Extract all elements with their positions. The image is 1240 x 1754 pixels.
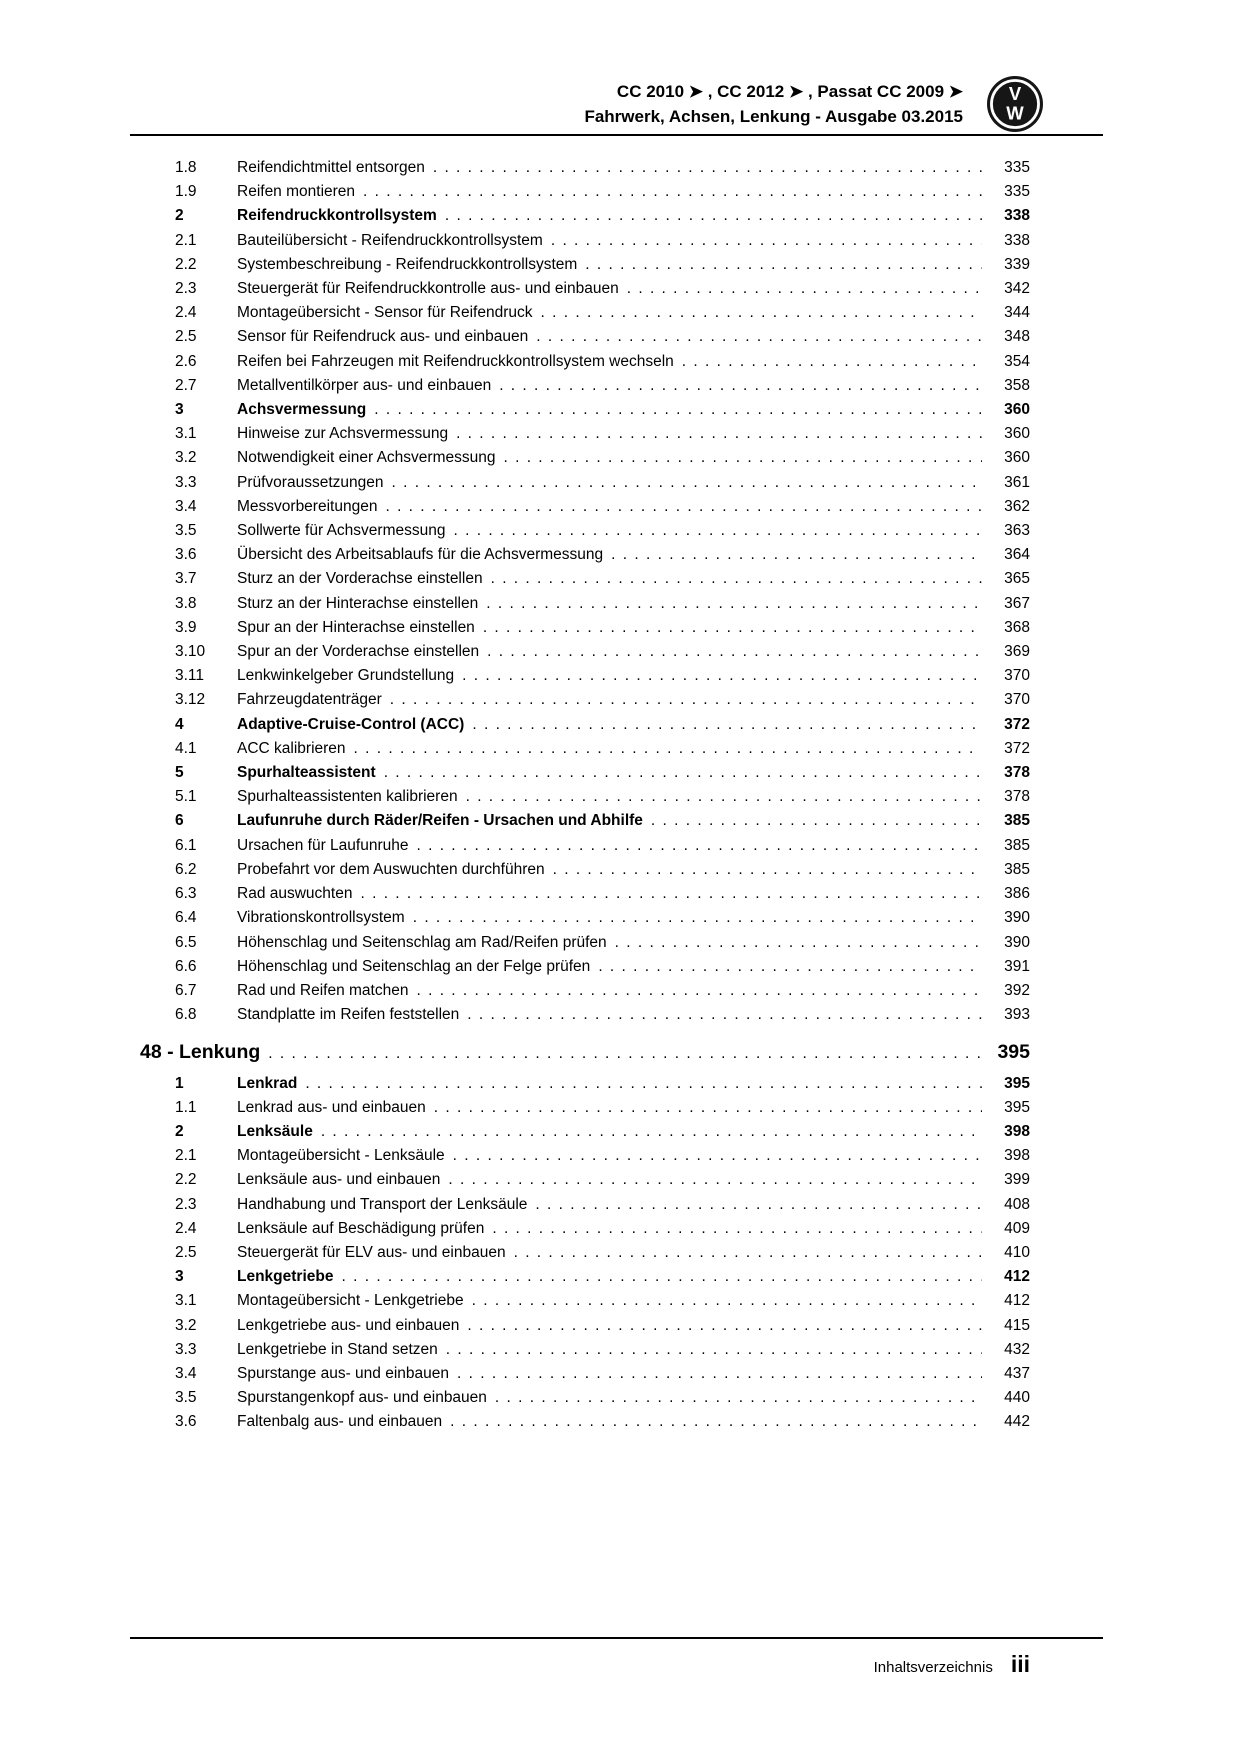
toc-entry-title: Sturz an der Vorderachse einstellen <box>237 570 483 588</box>
toc-entry-title: Steuergerät für Reifendruckkontrolle aus- und einbauen <box>237 280 619 298</box>
toc-leader-dots <box>535 1193 982 1217</box>
toc-leader-dots <box>503 446 982 470</box>
toc-entry-page: 393 <box>1004 1006 1030 1024</box>
toc-entry-number: 2.1 <box>175 1147 197 1165</box>
toc-entry-page: 385 <box>1004 860 1030 878</box>
toc-leader-dots <box>416 834 982 858</box>
toc-entry-page: 390 <box>1004 909 1030 927</box>
toc-leader-dots <box>374 398 982 422</box>
header-model-line: CC 2010 ➤ , CC 2012 ➤ , Passat CC 2009 ➤ <box>616 82 963 101</box>
toc-entry-page: 399 <box>1004 1171 1030 1189</box>
toc-entry-number: 3.4 <box>175 497 197 515</box>
toc-entry-title: Reifen montieren <box>237 183 356 201</box>
toc-entry-title: 48 - Lenkung <box>140 1041 261 1064</box>
toc-entry-title: Achsvermessung <box>237 401 367 419</box>
vw-logo-icon <box>987 76 1043 132</box>
svg-text:W: W <box>1006 102 1024 124</box>
toc-entry-page: 369 <box>1004 643 1030 661</box>
toc-entry-number: 3.3 <box>175 1340 197 1358</box>
toc-entry-number: 3 <box>175 401 184 419</box>
toc-entry-number: 1 <box>175 1074 184 1092</box>
toc-leader-dots <box>611 543 982 567</box>
toc-entry-title: Sturz an der Hinterachse einstellen <box>237 594 479 612</box>
toc-entry-title: Höhenschlag und Seitenschlag am Rad/Reifen prüfen <box>237 933 607 951</box>
toc-entry-title: Lenksäule <box>237 1122 313 1140</box>
toc-entry-number: 2.5 <box>175 1243 197 1261</box>
toc-entry <box>175 664 1030 688</box>
toc-leader-dots <box>450 1410 982 1434</box>
toc-entry-page: 338 <box>1004 207 1030 225</box>
toc-entry-number: 2.7 <box>175 376 197 394</box>
toc-leader-dots <box>486 592 982 616</box>
toc-entry-page: 398 <box>1004 1122 1030 1140</box>
toc-entry-page: 391 <box>1004 957 1030 975</box>
toc-leader-dots <box>483 616 982 640</box>
toc-entry-page: 385 <box>1004 836 1030 854</box>
toc-entry <box>175 713 1030 737</box>
toc-leader-dots <box>467 1003 982 1027</box>
toc-entry-number: 1.9 <box>175 183 197 201</box>
toc-leader-dots <box>541 301 982 325</box>
header-text-block <box>584 79 963 132</box>
toc-entry <box>175 592 1030 616</box>
toc-entry-title: Rad und Reifen matchen <box>237 981 409 999</box>
toc-entry-page: 335 <box>1004 159 1030 176</box>
toc-entry-number: 6.7 <box>175 981 197 999</box>
toc-entry-page: 361 <box>1004 473 1030 491</box>
toc-leader-dots <box>553 858 982 882</box>
toc-leader-dots <box>585 253 982 277</box>
toc-leader-dots <box>472 1289 982 1313</box>
toc-entry-page: 385 <box>1004 812 1030 830</box>
toc-entry <box>175 1338 1030 1362</box>
toc-entry-number: 6.4 <box>175 909 197 927</box>
toc-entry-number: 1.8 <box>175 159 197 176</box>
toc-entry-title: Lenkgetriebe in Stand setzen <box>237 1340 438 1358</box>
page-header <box>130 0 1103 136</box>
page-footer <box>130 1637 1103 1678</box>
toc-entry-title: Montageübersicht - Lenksäule <box>237 1147 445 1165</box>
toc-entry <box>175 616 1030 640</box>
toc-leader-dots <box>651 809 982 833</box>
toc-entry-page: 364 <box>1004 546 1030 564</box>
toc-entry <box>175 446 1030 470</box>
toc-leader-dots <box>627 277 982 301</box>
toc-leader-dots <box>305 1072 982 1096</box>
toc-entry <box>175 519 1030 543</box>
toc-entry-number: 5.1 <box>175 788 197 806</box>
toc-entry-title: Spurstange aus- und einbauen <box>237 1364 449 1382</box>
toc-entry-page: 378 <box>1004 764 1030 782</box>
toc-entry <box>175 495 1030 519</box>
toc-entry <box>175 834 1030 858</box>
toc-leader-dots <box>472 713 982 737</box>
toc-entry-title: Fahrzeugdatenträger <box>237 691 382 709</box>
toc-entry-page: 360 <box>1004 425 1030 443</box>
toc-entry-number: 2.2 <box>175 1171 197 1189</box>
toc-entry-page: 370 <box>1004 691 1030 709</box>
toc-entry-page: 437 <box>1004 1364 1030 1382</box>
toc-entry-number: 3.6 <box>175 546 197 564</box>
toc-leader-dots <box>536 325 982 349</box>
toc-entry-title: Lenkrad <box>237 1074 298 1092</box>
toc-entry-title: Lenksäule aus- und einbauen <box>237 1171 441 1189</box>
toc-entry <box>175 858 1030 882</box>
toc-entry-page: 398 <box>1004 1147 1030 1165</box>
toc-entry <box>175 906 1030 930</box>
toc-entry <box>175 1217 1030 1241</box>
toc-entry-page: 412 <box>1004 1292 1030 1310</box>
toc-leader-dots <box>487 640 982 664</box>
toc-entry-page: 372 <box>1004 739 1030 757</box>
toc-entry-number: 2.3 <box>175 280 197 298</box>
toc-entry-number: 4 <box>175 715 184 733</box>
svg-text:V: V <box>1008 83 1022 105</box>
toc-entry-page: 354 <box>1004 352 1030 370</box>
toc-entry <box>175 1096 1030 1120</box>
toc-entry <box>175 931 1030 955</box>
toc-entry-number: 2.3 <box>175 1195 197 1213</box>
toc-entry <box>175 1289 1030 1313</box>
toc-entry-title: Reifendichtmittel entsorgen <box>237 159 425 176</box>
toc-leader-dots <box>457 1362 982 1386</box>
toc-leader-dots <box>456 422 982 446</box>
toc-entry <box>175 1193 1030 1217</box>
toc-entry-number: 2.1 <box>175 231 197 249</box>
toc-leader-dots <box>495 1386 982 1410</box>
toc-entry <box>175 1144 1030 1168</box>
toc-entry-page: 408 <box>1004 1195 1030 1213</box>
toc-entry-title: Spur an der Hinterachse einstellen <box>237 618 475 636</box>
toc-leader-dots <box>453 1144 982 1168</box>
toc-entry-page: 358 <box>1004 376 1030 394</box>
toc-entry-number: 3.2 <box>175 449 197 467</box>
toc-entry-number: 3.2 <box>175 1316 197 1334</box>
toc-entry-page: 365 <box>1004 570 1030 588</box>
toc-entry-title: Faltenbalg aus- und einbauen <box>237 1413 443 1431</box>
toc-entry-page: 368 <box>1004 618 1030 636</box>
toc-leader-dots <box>615 931 982 955</box>
toc-entry <box>175 809 1030 833</box>
toc-leader-dots <box>363 180 982 204</box>
toc-entry-number: 6.8 <box>175 1006 197 1024</box>
toc-entry-number: 3.11 <box>175 667 205 685</box>
document-page <box>130 0 1103 1435</box>
toc-entry <box>175 1120 1030 1144</box>
toc-leader-dots <box>466 785 982 809</box>
toc-entry-title: Sensor für Reifendruck aus- und einbauen <box>237 328 529 346</box>
toc-entry-title: Sollwerte für Achsvermessung <box>237 522 446 540</box>
toc-leader-dots <box>453 519 982 543</box>
toc-leader-dots <box>499 374 982 398</box>
toc-leader-dots <box>448 1168 982 1192</box>
toc-entry-title: Steuergerät für ELV aus- und einbauen <box>237 1243 506 1261</box>
toc-entry-title: Spurhalteassistent <box>237 764 376 782</box>
toc-entry-page: 360 <box>1004 449 1030 467</box>
toc-entry <box>175 156 1030 180</box>
toc-leader-dots <box>341 1265 982 1289</box>
toc-entry-page: 367 <box>1004 594 1030 612</box>
toc-entry-number: 6.5 <box>175 933 197 951</box>
toc-entry-number: 6.6 <box>175 957 197 975</box>
toc-leader-dots <box>433 156 982 180</box>
toc-entry-title: Adaptive-Cruise-Control (ACC) <box>237 715 465 733</box>
toc-entry-title: Lenkwinkelgeber Grundstellung <box>237 667 455 685</box>
toc-entry-title: Vibrationskontrollsystem <box>237 909 405 927</box>
toc-entry <box>175 325 1030 349</box>
toc-entry <box>175 640 1030 664</box>
toc-entry-title: ACC kalibrieren <box>237 739 346 757</box>
toc-entry-title: Lenkrad aus- und einbauen <box>237 1098 426 1116</box>
footer-section-label: Inhaltsverzeichnis <box>873 1659 993 1676</box>
toc-leader-dots <box>268 1042 982 1066</box>
footer-page-number: iii <box>1010 1651 1030 1677</box>
toc-entry-title: Lenkgetriebe aus- und einbauen <box>237 1316 460 1334</box>
toc-entry <box>175 229 1030 253</box>
toc-entry-number: 3.4 <box>175 1364 197 1382</box>
toc-entry-number: 3.1 <box>175 1292 197 1310</box>
toc-entry-title: Reifen bei Fahrzeugen mit Reifendruckkontrollsystem wechseln <box>237 352 674 370</box>
toc-entry-title: Spurstangenkopf aus- und einbauen <box>237 1389 487 1407</box>
toc-entry-title: Messvorbereitungen <box>237 497 378 515</box>
toc-entry-page: 442 <box>1004 1413 1030 1431</box>
toc-entry <box>175 785 1030 809</box>
toc-entry-number: 3.8 <box>175 594 197 612</box>
toc-entry-page: 339 <box>1004 255 1030 273</box>
toc-entry-number: 3.9 <box>175 618 197 636</box>
toc-entry <box>175 737 1030 761</box>
toc-list <box>130 136 1103 1435</box>
toc-entry-title: Montageübersicht - Sensor für Reifendruck <box>237 304 533 322</box>
toc-leader-dots <box>598 955 982 979</box>
toc-entry-page: 362 <box>1004 497 1030 515</box>
toc-entry-page: 344 <box>1004 304 1030 322</box>
toc-entry-page: 390 <box>1004 933 1030 951</box>
toc-entry <box>175 1072 1030 1096</box>
toc-entry-page: 432 <box>1004 1340 1030 1358</box>
toc-entry-title: Laufunruhe durch Räder/Reifen - Ursachen und Abhilfe <box>237 812 643 830</box>
toc-leader-dots <box>446 1338 982 1362</box>
toc-entry-title: Ursachen für Laufunruhe <box>237 836 409 854</box>
toc-entry-number: 3.1 <box>175 425 197 443</box>
toc-leader-dots <box>321 1120 982 1144</box>
toc-entry <box>175 761 1030 785</box>
toc-entry <box>175 1410 1030 1434</box>
toc-entry <box>175 398 1030 422</box>
toc-entry-page: 440 <box>1004 1389 1030 1407</box>
toc-entry-page: 360 <box>1004 401 1030 419</box>
toc-leader-dots <box>492 1217 982 1241</box>
toc-entry-title: Lenkgetriebe <box>237 1268 334 1286</box>
toc-entry-number: 3.5 <box>175 1389 197 1407</box>
toc-entry-title: Handhabung und Transport der Lenksäule <box>237 1195 528 1213</box>
toc-entry-number: 2.6 <box>175 352 197 370</box>
toc-leader-dots <box>354 737 982 761</box>
toc-entry-title: Metallventilkörper aus- und einbauen <box>237 376 492 394</box>
toc-entry-number: 3.7 <box>175 570 197 588</box>
toc-entry-page: 395 <box>997 1041 1030 1064</box>
toc-entry-page: 412 <box>1004 1268 1030 1286</box>
toc-entry <box>175 180 1030 204</box>
toc-entry <box>175 277 1030 301</box>
toc-leader-dots <box>413 906 982 930</box>
toc-entry-title: Standplatte im Reifen feststellen <box>237 1006 460 1024</box>
toc-entry-number: 3.5 <box>175 522 197 540</box>
toc-entry-number: 3.12 <box>175 691 206 709</box>
toc-entry-number: 3 <box>175 1268 184 1286</box>
toc-entry-page: 372 <box>1004 715 1030 733</box>
toc-entry <box>175 1168 1030 1192</box>
toc-entry-title: Notwendigkeit einer Achsvermessung <box>237 449 496 467</box>
toc-entry-title: Höhenschlag und Seitenschlag an der Felge prüfen <box>237 957 591 975</box>
toc-leader-dots <box>384 761 982 785</box>
toc-entry-number: 3.3 <box>175 473 197 491</box>
toc-entry-number: 2.5 <box>175 328 197 346</box>
toc-leader-dots <box>445 204 982 228</box>
toc-entry <box>175 253 1030 277</box>
toc-entry <box>175 543 1030 567</box>
toc-entry <box>175 688 1030 712</box>
toc-entry-number: 2 <box>175 207 184 225</box>
toc-entry-title: Übersicht des Arbeitsablaufs für die Achsvermessung <box>237 546 604 564</box>
toc-leader-dots <box>391 471 982 495</box>
toc-entry <box>175 1386 1030 1410</box>
toc-entry-number: 2.2 <box>175 255 197 273</box>
toc-leader-dots <box>514 1241 982 1265</box>
toc-entry-title: Rad auswuchten <box>237 885 353 903</box>
toc-entry-page: 395 <box>1004 1098 1030 1116</box>
toc-entry <box>175 1265 1030 1289</box>
toc-entry-page: 410 <box>1004 1243 1030 1261</box>
toc-entry <box>175 204 1030 228</box>
toc-entry-page: 348 <box>1004 328 1030 346</box>
toc-entry-page: 386 <box>1004 885 1030 903</box>
toc-leader-dots <box>491 567 982 591</box>
toc-entry-page: 378 <box>1004 788 1030 806</box>
toc-entry-number: 6.1 <box>175 836 197 854</box>
toc-entry-title: Probefahrt vor dem Auswuchten durchführen <box>237 860 545 878</box>
toc-entry <box>175 1314 1030 1338</box>
toc-entry <box>175 422 1030 446</box>
toc-entry-number: 3.10 <box>175 643 206 661</box>
toc-entry-number: 4.1 <box>175 739 197 757</box>
toc-leader-dots <box>551 229 982 253</box>
header-subtitle-line: Fahrwerk, Achsen, Lenkung - Ausgabe 03.2015 <box>584 107 963 126</box>
toc-entry-title: Reifendruckkontrollsystem <box>237 207 437 225</box>
toc-entry-page: 415 <box>1004 1316 1030 1334</box>
toc-entry-title: Hinweise zur Achsvermessung <box>237 425 449 443</box>
toc-entry-page: 409 <box>1004 1219 1030 1237</box>
toc-entry <box>175 350 1030 374</box>
toc-entry-title: Bauteilübersicht - Reifendruckkontrollsystem <box>237 231 543 249</box>
toc-entry <box>175 1362 1030 1386</box>
toc-entry <box>175 374 1030 398</box>
toc-leader-dots <box>390 688 982 712</box>
toc-entry <box>175 567 1030 591</box>
toc-leader-dots <box>682 350 982 374</box>
toc-entry-number: 1.1 <box>175 1098 197 1116</box>
toc-entry-number: 2.4 <box>175 304 197 322</box>
toc-entry-number: 2 <box>175 1122 184 1140</box>
toc-entry-number: 6 <box>175 812 184 830</box>
toc-entry-page: 335 <box>1004 183 1030 201</box>
toc-leader-dots <box>385 495 982 519</box>
toc-entry-title: Spurhalteassistenten kalibrieren <box>237 788 458 806</box>
toc-entry-page: 370 <box>1004 667 1030 685</box>
toc-entry-page: 342 <box>1004 280 1030 298</box>
toc-entry-title: Systembeschreibung - Reifendruckkontrollsystem <box>237 255 578 273</box>
toc-entry-page: 395 <box>1004 1074 1030 1092</box>
toc-entry <box>140 1040 1030 1066</box>
toc-entry-title: Montageübersicht - Lenkgetriebe <box>237 1292 464 1310</box>
toc-entry <box>175 979 1030 1003</box>
toc-entry-page: 338 <box>1004 231 1030 249</box>
toc-entry-title: Spur an der Vorderachse einstellen <box>237 643 480 661</box>
toc-entry <box>175 471 1030 495</box>
toc-entry <box>175 955 1030 979</box>
toc-entry <box>175 882 1030 906</box>
toc-entry-number: 2.4 <box>175 1219 197 1237</box>
toc-entry <box>175 1241 1030 1265</box>
toc-entry-title: Lenksäule auf Beschädigung prüfen <box>237 1219 485 1237</box>
toc-leader-dots <box>434 1096 982 1120</box>
toc-entry-title: Prüfvoraussetzungen <box>237 473 384 491</box>
toc-entry <box>175 1003 1030 1027</box>
toc-entry-page: 392 <box>1004 981 1030 999</box>
toc-entry-number: 6.2 <box>175 860 197 878</box>
toc-entry-number: 3.6 <box>175 1413 197 1431</box>
toc-leader-dots <box>462 664 982 688</box>
toc-entry-number: 5 <box>175 764 184 782</box>
toc-entry-number: 6.3 <box>175 885 197 903</box>
toc-leader-dots <box>467 1314 982 1338</box>
toc-leader-dots <box>416 979 982 1003</box>
toc-entry-page: 363 <box>1004 522 1030 540</box>
toc-leader-dots <box>360 882 982 906</box>
toc-entry <box>175 301 1030 325</box>
